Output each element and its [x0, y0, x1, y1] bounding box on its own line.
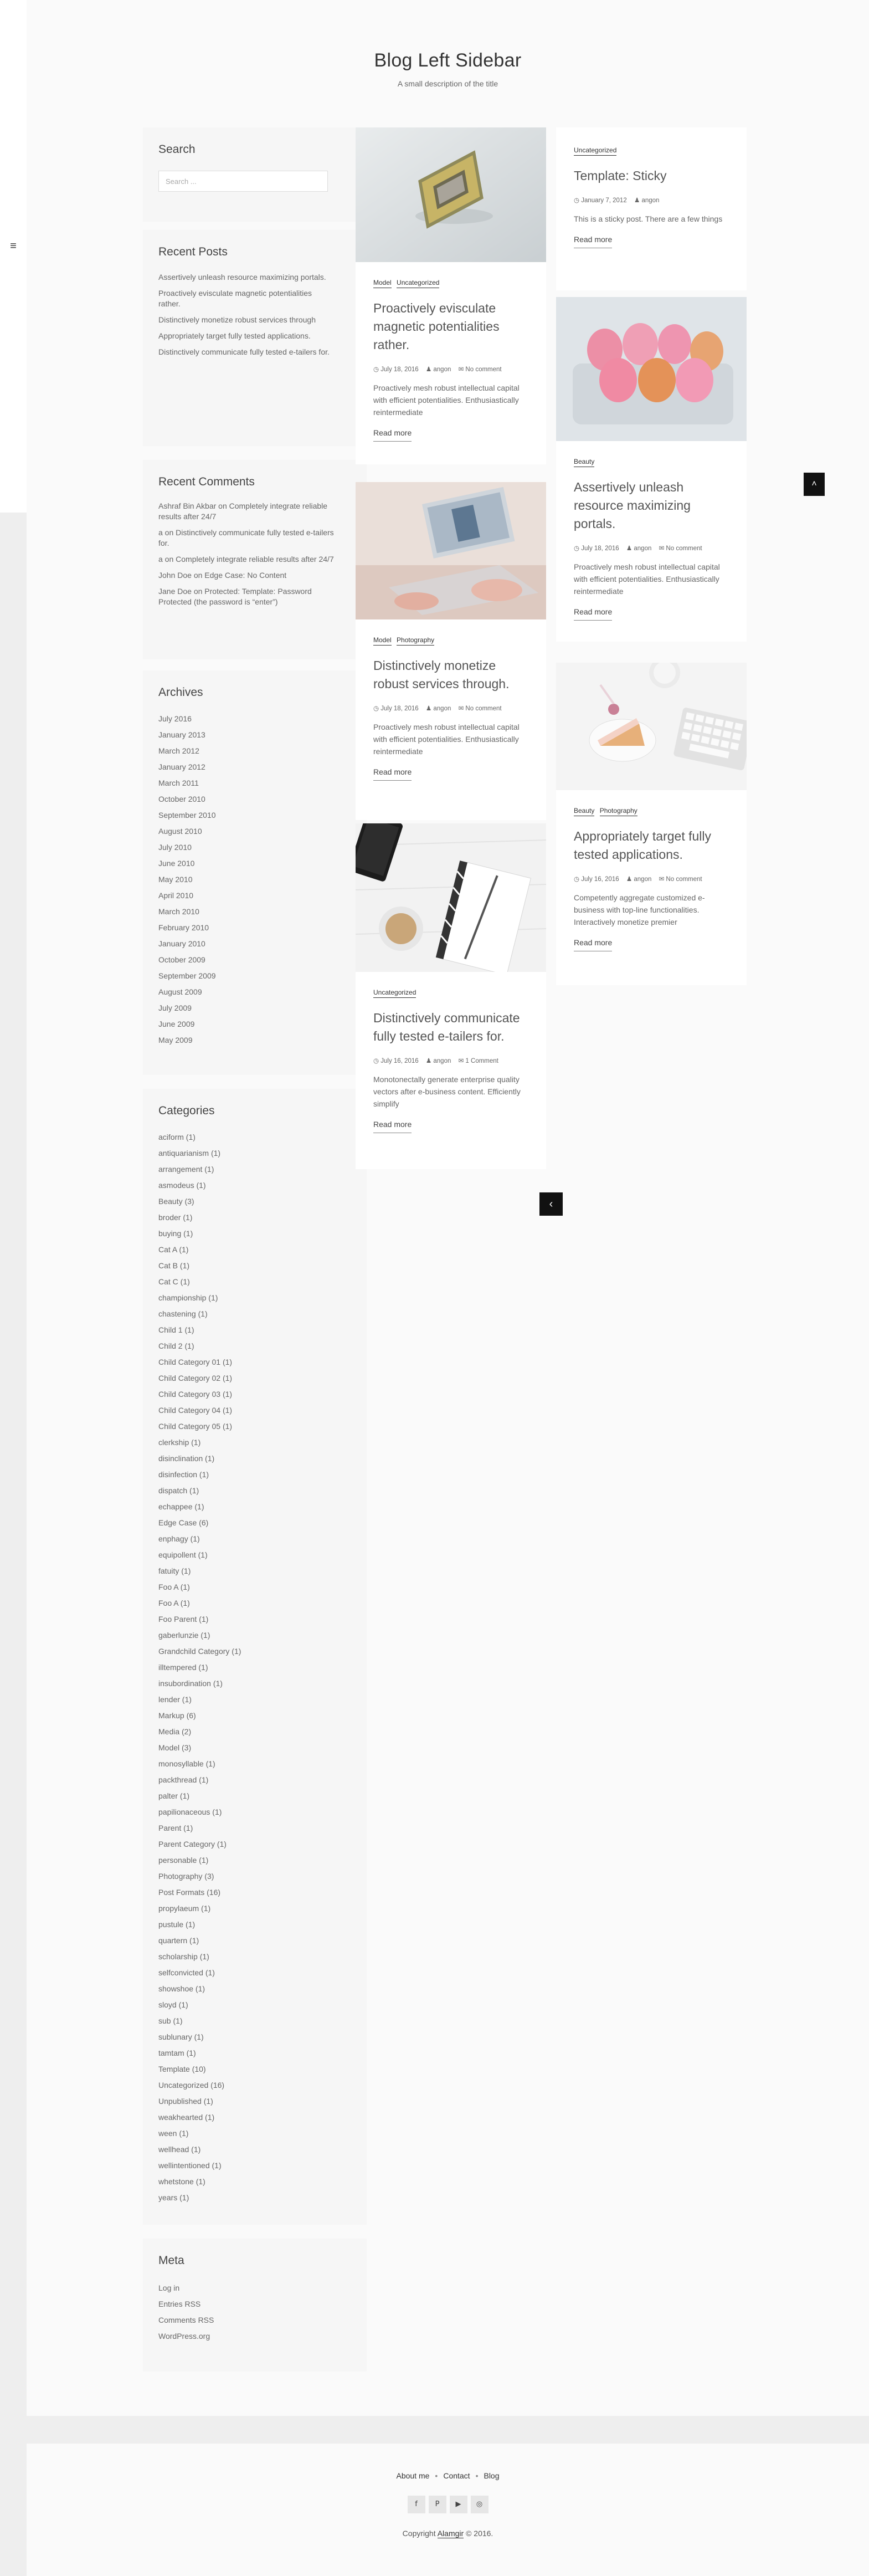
post-title[interactable]: Template: Sticky — [574, 168, 667, 183]
category-link[interactable]: sloyd (1) — [158, 2000, 188, 2009]
recent-comment-item[interactable]: John Doe on Edge Case: No Content — [158, 571, 287, 580]
archive-link[interactable]: October 2010 — [158, 795, 205, 803]
post-categories — [373, 989, 528, 998]
post-excerpt: Proactively mesh robust intellectual capital with efficient potentialities. Enthusiastically reintermediate — [574, 562, 720, 596]
site-header — [27, 50, 869, 88]
comment-icon: ✉ — [458, 366, 464, 373]
category-link[interactable]: antiquarianism (1) — [158, 1149, 221, 1158]
footer-link-about[interactable]: About me — [396, 2471, 430, 2480]
recent-post-link[interactable]: Assertively unleash resource maximizing portals. — [158, 273, 326, 281]
site-footer — [27, 2444, 869, 2576]
archive-link[interactable]: April 2010 — [158, 891, 194, 900]
category-link[interactable]: asmodeus (1) — [158, 1181, 206, 1190]
category-link[interactable]: personable (1) — [158, 1856, 209, 1865]
category-link[interactable]: illtempered (1) — [158, 1663, 208, 1672]
category-link[interactable]: fatuity (1) — [158, 1566, 191, 1575]
post-title[interactable]: Assertively unleash resource maximizing portals. — [574, 480, 691, 531]
archive-link[interactable]: August 2010 — [158, 827, 202, 836]
read-more-link[interactable]: Read more — [373, 1120, 412, 1133]
post-card — [556, 297, 747, 642]
category-link[interactable]: Edge Case (6) — [158, 1518, 209, 1527]
site-description: A small description of the title — [397, 79, 498, 88]
categories-widget — [143, 1089, 367, 2225]
widget-title: Archives — [158, 686, 203, 699]
post-comments[interactable]: No comment — [666, 876, 702, 883]
facebook-icon[interactable]: f — [408, 2496, 425, 2513]
categories-list — [158, 1132, 351, 2203]
clock-icon: ◷ — [373, 366, 379, 373]
scroll-to-top-button[interactable] — [804, 473, 825, 496]
category-link[interactable]: Foo A (1) — [158, 1583, 190, 1591]
category-link[interactable]: Cat C (1) — [158, 1277, 190, 1286]
clock-icon: ◷ — [574, 876, 580, 883]
recent-comment-item[interactable]: a on Distinctively communicate fully tested e-tailers for. — [158, 528, 334, 547]
post-card — [556, 663, 747, 985]
category-link[interactable]: pustule (1) — [158, 1920, 196, 1929]
post-date[interactable]: July 16, 2016 — [380, 1058, 419, 1064]
search-widget — [143, 127, 367, 222]
category-link[interactable]: gaberlunzie (1) — [158, 1631, 210, 1640]
footer-link-contact[interactable]: Contact — [443, 2471, 470, 2480]
post-title[interactable]: Distinctively communicate fully tested e-tailers for. — [373, 1011, 520, 1043]
category-link[interactable]: Child Category 01 (1) — [158, 1358, 233, 1366]
post-card — [356, 823, 546, 1169]
comment-icon: ✉ — [659, 545, 665, 552]
category-link[interactable]: Uncategorized (16) — [158, 2081, 225, 2090]
post-categories — [373, 279, 528, 288]
post-thumbnail[interactable] — [356, 482, 546, 619]
post-date[interactable]: July 18, 2016 — [581, 545, 619, 552]
category-link[interactable]: Model — [373, 279, 392, 288]
archive-link[interactable]: October 2009 — [158, 955, 205, 964]
category-link[interactable]: sub (1) — [158, 2016, 183, 2025]
site-title[interactable]: Blog Left Sidebar — [374, 50, 522, 71]
category-link[interactable]: Photography — [600, 807, 637, 816]
category-link[interactable]: arrangement (1) — [158, 1165, 214, 1174]
category-link[interactable]: lender (1) — [158, 1695, 192, 1704]
category-link[interactable]: dispatch (1) — [158, 1486, 199, 1495]
category-link[interactable]: disinfection (1) — [158, 1470, 209, 1479]
category-link[interactable]: packthread (1) — [158, 1775, 209, 1784]
category-link[interactable]: Child Category 05 (1) — [158, 1422, 233, 1431]
post-author[interactable]: angon — [433, 366, 451, 373]
meta-link[interactable]: Log in — [158, 2283, 180, 2292]
category-link[interactable]: monosyllable (1) — [158, 1759, 215, 1768]
post-categories — [373, 636, 528, 646]
category-link[interactable]: Foo Parent (1) — [158, 1615, 209, 1624]
post-thumbnail[interactable] — [556, 297, 747, 441]
post-meta — [574, 544, 729, 552]
post-comments[interactable]: No comment — [465, 366, 502, 373]
post-author[interactable]: angon — [634, 876, 652, 883]
category-link[interactable]: scholarship (1) — [158, 1952, 209, 1961]
post-card — [356, 127, 546, 464]
read-more-link[interactable]: Read more — [373, 428, 412, 442]
instagram-icon[interactable]: ◎ — [471, 2496, 489, 2513]
recent-post-link[interactable]: Distinctively communicate fully tested e-tailers for. — [158, 347, 330, 356]
category-link[interactable]: Photography (3) — [158, 1872, 214, 1881]
widget-title: Meta — [158, 2254, 184, 2267]
recent-comments-widget — [143, 460, 367, 659]
category-link[interactable]: Parent Category (1) — [158, 1840, 227, 1848]
archive-link[interactable]: February 2010 — [158, 923, 209, 932]
recent-post-link[interactable]: Distinctively monetize robust services through — [158, 315, 316, 324]
category-link[interactable]: tamtam (1) — [158, 2048, 196, 2057]
category-link[interactable]: Beauty — [574, 807, 594, 816]
archive-link[interactable]: June 2009 — [158, 1020, 195, 1028]
pink-eggs-image — [556, 297, 747, 441]
category-link[interactable]: Uncategorized — [373, 989, 416, 998]
recent-comments-list — [158, 501, 351, 607]
category-link[interactable]: insubordination (1) — [158, 1679, 223, 1688]
clock-icon: ◷ — [574, 197, 580, 204]
post-comments[interactable]: No comment — [666, 545, 702, 552]
widget-title: Recent Comments — [158, 475, 255, 488]
category-link[interactable]: Markup (6) — [158, 1711, 196, 1720]
category-link[interactable]: weakhearted (1) — [158, 2113, 215, 2122]
post-meta — [373, 365, 528, 373]
category-link[interactable]: chastening (1) — [158, 1309, 208, 1318]
category-link[interactable]: echappee (1) — [158, 1502, 204, 1511]
post-excerpt: Proactively mesh robust intellectual capital with efficient potentialities. Enthusiastically reintermediate — [373, 383, 520, 417]
youtube-icon[interactable]: ▶ — [450, 2496, 467, 2513]
post-title[interactable]: Proactively evisculate magnetic potentialities rather. — [373, 301, 500, 352]
category-link[interactable]: papilionaceous (1) — [158, 1807, 222, 1816]
category-link[interactable]: Child Category 04 (1) — [158, 1406, 233, 1415]
post-date[interactable]: July 18, 2016 — [380, 705, 419, 712]
user-icon: ♟ — [626, 876, 633, 883]
post-meta — [574, 875, 729, 883]
category-link[interactable]: aciform (1) — [158, 1133, 196, 1141]
archive-link[interactable]: August 2009 — [158, 987, 202, 996]
archive-link[interactable]: June 2010 — [158, 859, 195, 868]
cake-keyboard-image — [556, 663, 747, 790]
post-author[interactable]: angon — [641, 197, 660, 204]
post-date[interactable]: July 16, 2016 — [581, 876, 619, 883]
post-excerpt: Proactively mesh robust intellectual capital with efficient potentialities. Enthusiastically reintermediate — [373, 723, 520, 756]
category-link[interactable]: wellhead (1) — [158, 2145, 201, 2154]
user-icon: ♟ — [425, 1058, 432, 1064]
category-link[interactable]: disinclination (1) — [158, 1454, 215, 1463]
post-excerpt: Competently aggregate customized e-business with top-line functionalities. Interactively monetize premier — [574, 893, 705, 926]
recent-posts-list — [158, 272, 351, 357]
archive-link[interactable]: July 2010 — [158, 843, 192, 852]
post-categories — [574, 458, 729, 467]
category-link[interactable]: Unpublished (1) — [158, 2097, 213, 2106]
post-categories — [574, 807, 729, 816]
category-link[interactable]: Photography — [397, 636, 434, 646]
category-link[interactable]: Post Formats (16) — [158, 1888, 221, 1897]
post-title[interactable]: Appropriately target fully tested applications. — [574, 829, 712, 862]
archive-link[interactable]: July 2016 — [158, 714, 192, 723]
category-link[interactable]: equipollent (1) — [158, 1550, 208, 1559]
footer-nav: About me • Contact • Blog — [396, 2471, 500, 2480]
category-link[interactable]: Template (10) — [158, 2065, 206, 2073]
recent-post-link[interactable]: Appropriately target fully tested applications. — [158, 331, 311, 340]
hamburger-menu-icon[interactable]: ≡ — [10, 240, 17, 252]
category-link[interactable]: Uncategorized — [397, 279, 439, 288]
user-icon: ♟ — [425, 705, 432, 712]
category-link[interactable]: ween (1) — [158, 2129, 189, 2138]
archive-link[interactable]: March 2012 — [158, 746, 199, 755]
recent-comment-item[interactable]: Ashraf Bin Akbar on Completely integrate reliable results after 24/7 — [158, 501, 328, 521]
meta-link[interactable]: Comments RSS — [158, 2316, 214, 2324]
chevron-left-icon: ‹ — [549, 1198, 553, 1210]
archive-link[interactable]: January 2013 — [158, 730, 205, 739]
post-categories — [574, 146, 729, 156]
category-link[interactable]: Parent (1) — [158, 1824, 193, 1832]
social-links — [27, 2496, 869, 2513]
category-link[interactable]: propylaeum (1) — [158, 1904, 211, 1913]
category-link[interactable]: Media (2) — [158, 1727, 192, 1736]
post-excerpt: This is a sticky post. There are a few things — [574, 214, 723, 223]
footer-link-blog[interactable]: Blog — [484, 2471, 500, 2480]
meta-link[interactable]: WordPress.org — [158, 2332, 210, 2341]
archive-link[interactable]: September 2010 — [158, 811, 216, 820]
archive-link[interactable]: September 2009 — [158, 971, 216, 980]
archive-link[interactable]: January 2012 — [158, 762, 205, 771]
category-link[interactable]: Grandchild Category (1) — [158, 1647, 241, 1656]
post-thumbnail[interactable] — [356, 127, 546, 262]
post-meta — [574, 196, 729, 204]
post-meta — [373, 704, 528, 712]
category-link[interactable]: whetstone (1) — [158, 2177, 205, 2186]
category-link[interactable]: clerkship (1) — [158, 1438, 201, 1447]
category-link[interactable]: wellintentioned (1) — [158, 2161, 222, 2170]
copyright-author-link[interactable]: Alamgir — [437, 2529, 464, 2538]
category-link[interactable]: Model (3) — [158, 1743, 192, 1752]
category-link[interactable]: Foo A (1) — [158, 1599, 190, 1607]
category-link[interactable]: Beauty — [574, 458, 594, 467]
category-link[interactable]: showshoe (1) — [158, 1984, 205, 1993]
category-link[interactable]: Child 1 (1) — [158, 1325, 194, 1334]
archives-widget — [143, 670, 367, 1075]
widget-title: Search — [158, 143, 196, 156]
meta-list — [158, 2283, 351, 2342]
post-comments[interactable]: No comment — [465, 705, 502, 712]
category-link[interactable]: buying (1) — [158, 1229, 193, 1238]
category-link[interactable]: Model — [373, 636, 392, 646]
post-date[interactable]: July 18, 2016 — [380, 366, 419, 373]
clock-icon: ◷ — [373, 1058, 379, 1064]
recent-post-link[interactable]: Proactively evisculate magnetic potentialities rather. — [158, 289, 312, 308]
archive-link[interactable]: March 2011 — [158, 779, 199, 787]
category-link[interactable]: Beauty (3) — [158, 1197, 194, 1206]
category-link[interactable]: selfconvicted (1) — [158, 1968, 215, 1977]
post-thumbnail[interactable] — [556, 663, 747, 790]
processor-chip-image — [356, 127, 546, 262]
user-icon: ♟ — [634, 197, 640, 204]
category-link[interactable]: broder (1) — [158, 1213, 193, 1222]
comment-icon: ✉ — [659, 876, 665, 883]
category-link[interactable]: palter (1) — [158, 1791, 190, 1800]
category-link[interactable]: Child Category 03 (1) — [158, 1390, 233, 1399]
clock-icon: ◷ — [373, 705, 379, 712]
category-link[interactable]: Uncategorized — [574, 146, 616, 156]
archive-link[interactable]: May 2010 — [158, 875, 193, 884]
desk-notebook-coffee-image — [356, 823, 546, 972]
archive-link[interactable]: July 2009 — [158, 1003, 192, 1012]
user-icon: ♟ — [425, 366, 432, 373]
post-title[interactable]: Distinctively monetize robust services through. — [373, 658, 510, 691]
read-more-link[interactable]: Read more — [574, 938, 612, 951]
read-more-link[interactable]: Read more — [373, 767, 412, 781]
archive-link[interactable]: May 2009 — [158, 1036, 193, 1044]
post-author[interactable]: angon — [634, 545, 652, 552]
category-link[interactable]: Cat A (1) — [158, 1245, 189, 1254]
post-author[interactable]: angon — [433, 705, 451, 712]
read-more-link[interactable]: Read more — [574, 235, 612, 248]
category-link[interactable]: Cat B (1) — [158, 1261, 190, 1270]
category-link[interactable]: enphagy (1) — [158, 1534, 200, 1543]
recent-posts-widget — [143, 230, 367, 446]
widget-title: Categories — [158, 1104, 215, 1117]
post-excerpt: Monotonectally generate enterprise quality vectors after e-business content. Efficiently simplify — [373, 1075, 521, 1108]
recent-comment-item[interactable]: a on Completely integrate reliable results after 24/7 — [158, 555, 334, 564]
post-thumbnail[interactable] — [356, 823, 546, 972]
post-meta — [373, 1057, 528, 1064]
category-link[interactable]: Child 2 (1) — [158, 1341, 194, 1350]
search-input[interactable] — [158, 171, 328, 192]
category-link[interactable]: sublunary (1) — [158, 2032, 204, 2041]
category-link[interactable]: quartern (1) — [158, 1936, 199, 1945]
chevron-up-icon: ˄ — [811, 479, 817, 489]
archive-link[interactable]: January 2010 — [158, 939, 205, 948]
widget-title: Recent Posts — [158, 245, 228, 258]
post-card — [356, 482, 546, 820]
post-author[interactable]: angon — [433, 1058, 451, 1064]
category-link[interactable]: years (1) — [158, 2193, 189, 2202]
pinterest-icon[interactable]: P — [429, 2496, 446, 2513]
read-more-link[interactable]: Read more — [574, 607, 612, 621]
category-link[interactable]: Child Category 02 (1) — [158, 1374, 233, 1382]
post-card — [556, 127, 747, 290]
meta-link[interactable]: Entries RSS — [158, 2300, 201, 2308]
copyright — [27, 2529, 869, 2538]
archives-list — [158, 714, 351, 1046]
archive-link[interactable]: March 2010 — [158, 907, 199, 916]
laptop-typing-image — [356, 482, 546, 619]
left-rail — [0, 0, 27, 513]
post-comments[interactable]: 1 Comment — [465, 1058, 498, 1064]
meta-widget — [143, 2239, 367, 2372]
previous-page-button[interactable] — [539, 1192, 563, 1216]
copyright-prefix: Copyright — [402, 2529, 436, 2538]
category-link[interactable]: championship (1) — [158, 1293, 218, 1302]
user-icon: ♟ — [626, 545, 633, 552]
copyright-suffix: © 2016. — [466, 2529, 493, 2538]
recent-comment-item[interactable]: Jane Doe on Protected: Template: Password Protected (the password is “enter”) — [158, 587, 312, 606]
comment-icon: ✉ — [458, 1058, 464, 1064]
post-date[interactable]: January 7, 2012 — [581, 197, 627, 204]
clock-icon: ◷ — [574, 545, 580, 552]
comment-icon: ✉ — [458, 705, 464, 712]
